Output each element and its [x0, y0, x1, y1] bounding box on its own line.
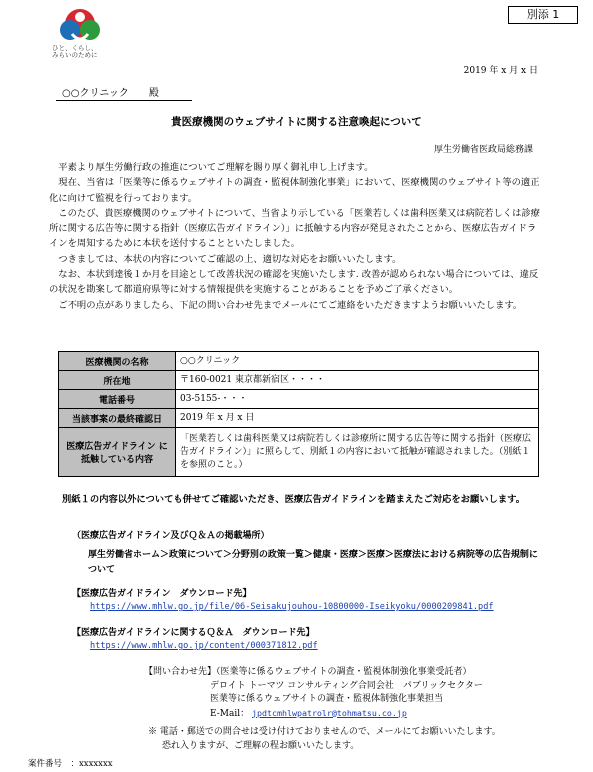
body-paragraph: 現在、当省は「医業等に係るウェブサイトの調査・監視体制強化事業」において、医療機関のウェブサイト等の適正化に向けて監視を行っております。 — [49, 177, 540, 204]
recipient: ○○クリニック 殿 — [56, 84, 192, 101]
body-paragraph: このたび、貴医療機関のウェブサイトについて、当省より示している「医業若しくは歯科医業又は病院若しくは診療所に関する広告等に関する指針（医療広告ガイドライン）」に抵触する内容が発見されたことから、医療広告ガイドラインを周知するために本状を送付することといたしました。 — [49, 207, 540, 250]
email-label: E-Mail： — [210, 708, 250, 719]
table-value: 2019 年 x 月 x 日 — [176, 409, 539, 428]
contact-heading: 【問い合わせ先】（医業等に係るウェブサイトの調査・監視体制強化事業受託者） — [144, 667, 472, 677]
clinic-info-table — [58, 351, 539, 477]
logo-caption: ひと、くらし、 みらいのために — [52, 44, 98, 59]
body-paragraph: ご不明の点がありましたら、下記の問い合わせ先までメールにてご連絡をいただきますようお願いいたします。 — [58, 299, 523, 311]
case-number: 案件番号 ：xxxxxxx — [28, 759, 113, 769]
document-title: 貴医療機関のウェブサイトに関する注意喚起について — [171, 116, 422, 128]
table-value: 「医業若しくは歯科医業又は病院若しくは診療所に関する広告等に関する指針（医療広告ガイドライン）」に照らして、別紙１の内容において抵触が確認されました。（別紙１を参照のこと。） — [176, 428, 539, 477]
document-date: 2019 年 x 月 x 日 — [463, 66, 538, 76]
contact-company: デロイト トーマツ コンサルティング合同会社 パブリックセクター — [210, 680, 483, 691]
contact-email-row — [144, 707, 564, 722]
table-value: ○○クリニック — [176, 352, 539, 371]
table-label: 所在地 — [59, 371, 176, 390]
table-row — [59, 390, 539, 409]
download-heading: 【医療広告ガイドラインに関するＱ＆Ａ ダウンロード先】 — [72, 628, 315, 638]
table-row — [59, 352, 539, 371]
table-label: 電話番号 — [59, 390, 176, 409]
contact-block — [144, 666, 564, 721]
email-link[interactable]: jpdtcmhlwpatrolr@tohmatsu.co.jp — [252, 707, 407, 718]
body-paragraph: なお、本状到達後１か月を目途として改善状況の確認を実施いたします. 改善が認められない場合については、違反の状況を勘案して都道府県等に対する情報提供を実施することがあることを予めご了承ください。 — [49, 269, 539, 296]
posting-heading: （医療広告ガイドライン及びＱ＆Ａの掲載場所） — [72, 531, 270, 541]
notice-text: 別紙１の内容以外についても併せてご確認いただき、医療広告ガイドラインを踏まえたご対応をお願いします。 — [62, 494, 525, 505]
remark-block — [148, 725, 568, 753]
sender: 厚生労働省医政局総務課 — [433, 145, 533, 155]
posting-path: 厚生労働省ホーム＞政策について＞分野別の政策一覧＞健康・医療＞医療＞医療法における病院等の広告規制について — [88, 550, 538, 575]
table-row — [59, 371, 539, 390]
remark-line: 恐れ入りますが、ご理解の程お願いいたします。 — [162, 741, 360, 751]
annex-label: 別添 1 — [508, 6, 578, 24]
table-label: 医療広告ガイドライン に抵触している内容 — [59, 428, 176, 477]
body-paragraph: 平素より厚生労働行政の推進についてご理解を賜り厚く御礼申し上げます。 — [58, 162, 374, 173]
table-label: 医療機関の名称 — [59, 352, 176, 371]
body-text — [49, 160, 543, 313]
remark-line: ※ 電話・郵送での問合せは受け付けておりませんので、メールにてお願いいたします。 — [148, 727, 501, 737]
body-paragraph: つきましては、本状の内容についてご確認の上、適切な対応をお願いいたします。 — [58, 253, 402, 265]
table-value: 〒160-0021 東京都新宿区・・・・ — [176, 371, 539, 390]
download-heading: 【医療広告ガイドライン ダウンロード先】 — [72, 589, 252, 599]
table-value: 03-5155-・・・ — [176, 390, 539, 409]
guideline-download-link[interactable]: https://www.mhlw.go.jp/file/06-Seisakujouhou-10800000-Iseikyoku/0000209841.pdf — [90, 602, 494, 612]
table-label: 当該事案の最終確認日 — [59, 409, 176, 428]
qa-download-link[interactable]: https://www.mhlw.go.jp/content/000371812.pdf — [90, 641, 318, 651]
contact-department: 医業等に係るウェブサイトの調査・監視体制強化事業担当 — [210, 694, 444, 704]
table-row — [59, 428, 539, 477]
table-row — [59, 409, 539, 428]
